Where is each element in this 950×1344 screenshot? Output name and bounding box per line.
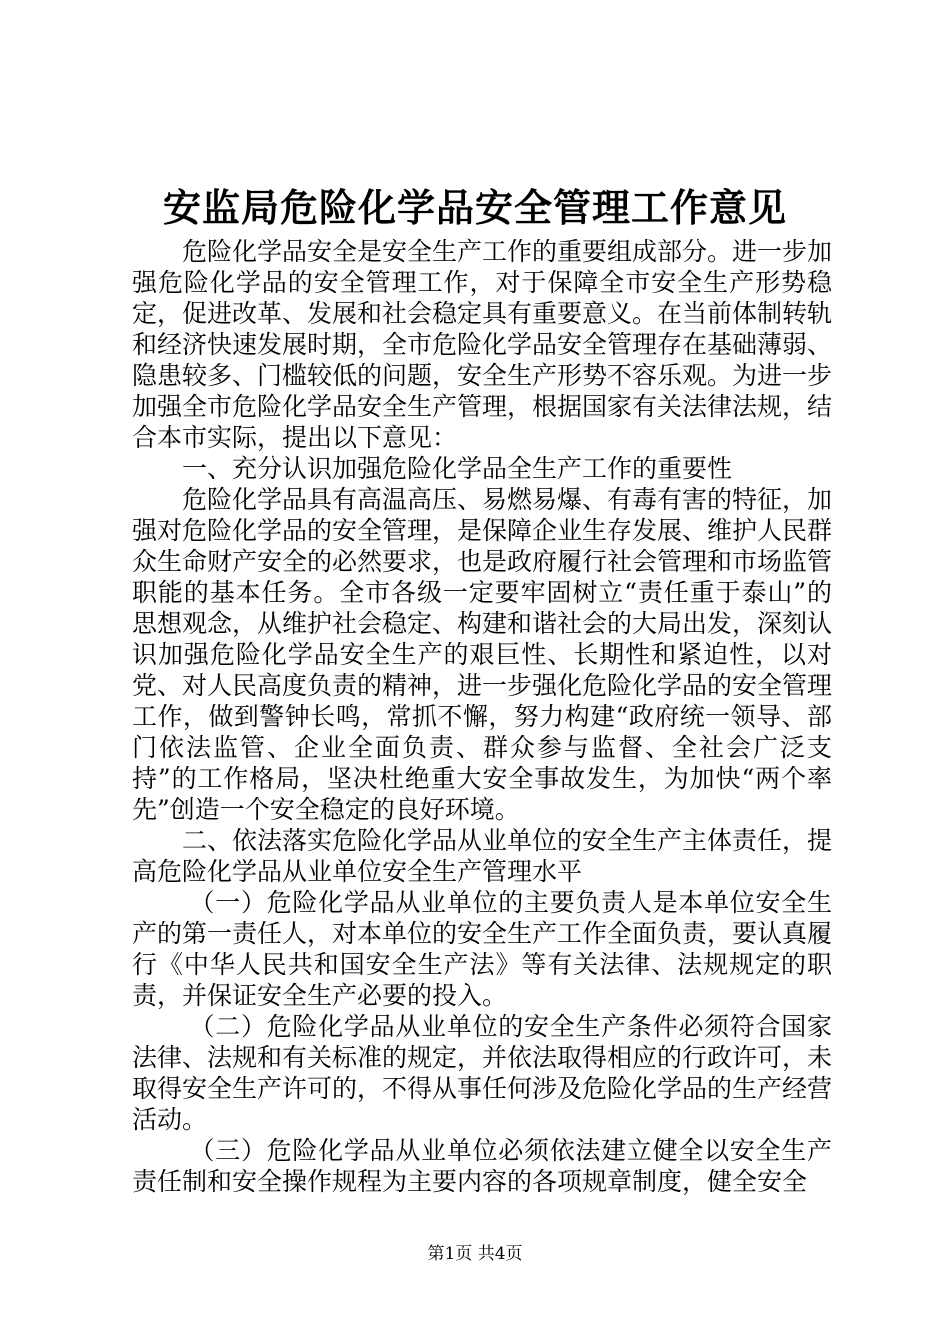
item-3-paragraph: （三）危险化学品从业单位必须依法建立健全以安全生产责任制和安全操作规程为主要内容的各项规章制度，健全安全: [132, 1136, 832, 1196]
section-1-paragraph: 危险化学品具有高温高压、易燃易爆、有毒有害的特征，加强对危险化学品的安全管理，是保障企业生存发展、维护人民群众生命财产安全的必然要求，也是政府履行社会管理和市场监管职能的基本任务。全市各级一定要牢固树立“责任重于泰山”的思想观念，从维护社会稳定、构建和谐社会的大局出发，深刻认识加强危险化学品安全生产的艰巨性、长期性和紧迫性，以对党、对人民高度负责的精神，进一步强化危险化学品的安全管理工作，做到警钟长鸣，常抓不懈，努力构建“政府统一领导、部门依法监管、企业全面负责、群众参与监督、全社会广泛支持”的工作格局，坚决杜绝重大安全事故发生，为加快“两个率先”创造一个安全稳定的良好环境。: [132, 485, 833, 824]
section-heading-1: 一、充分认识加强危险化学品全生产工作的重要性: [182, 454, 733, 483]
section-heading-2: 二、依法落实危险化学品从业单位的安全生产主体责任，提高危险化学品从业单位安全生产管理水平: [132, 826, 833, 886]
page-footer: 第1页 共4页: [427, 1244, 523, 1264]
item-1-paragraph: （一）危险化学品从业单位的主要负责人是本单位安全生产的第一责任人，对本单位的安全生产工作全面负责，要认真履行《中华人民共和国安全生产法》等有关法律、法规规定的职责，并保证安全生产必要的投入。: [132, 888, 833, 1010]
item-2-paragraph: （二）危险化学品从业单位的安全生产条件必须符合国家法律、法规和有关标准的规定，并依法取得相应的行政许可，未取得安全生产许可的，不得从事任何涉及危险化学品的生产经营活动。: [132, 1012, 833, 1134]
intro-paragraph: 危险化学品安全是安全生产工作的重要组成部分。进一步加强危险化学品的安全管理工作，对于保障全市安全生产形势稳定，促进改革、发展和社会稳定具有重要意义。在当前体制转轨和经济快速发展时期，全市危险化学品安全管理存在基础薄弱、隐患较多、门槛较低的问题，安全生产形势不容乐观。为进一步加强全市危险化学品安全生产管理，根据国家有关法律法规，结合本市实际，提出以下意见：: [132, 237, 833, 452]
document-title: 安监局危险化学品安全管理工作意见: [162, 186, 787, 230]
document-body: [132, 236, 832, 1197]
